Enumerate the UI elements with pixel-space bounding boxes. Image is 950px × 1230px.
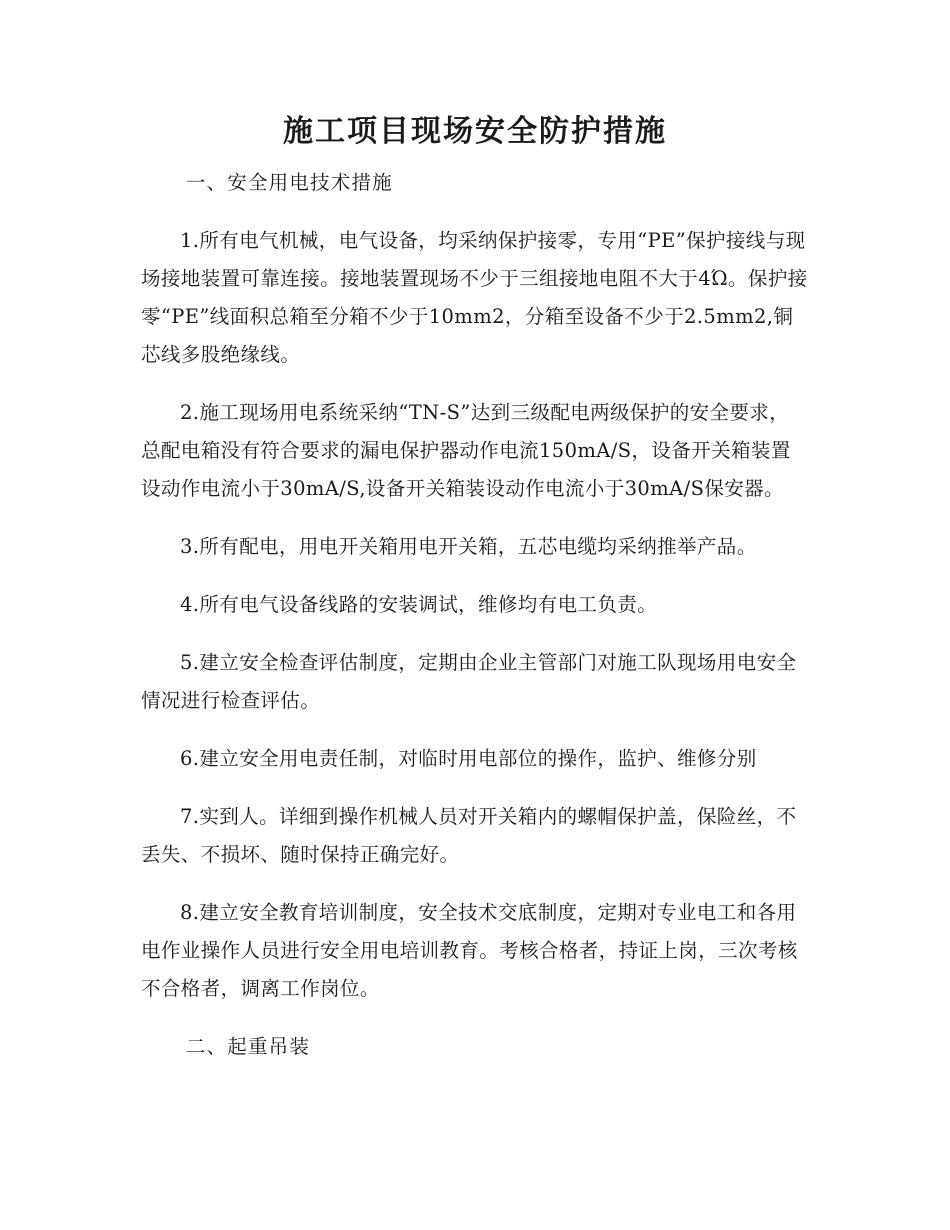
page-title: 施工项目现场安全防护措施 [283, 114, 667, 149]
paragraph-8: 8.建立安全教育培训制度，安全技术交底制度，定期对专业电工和各用电作业操作人员进行安全用电培训教育。考核合格者，持证上岗，三次考核不合格者，调离工作岗位。 [141, 901, 798, 1000]
section-heading-lifting: 二、起重吊装 [185, 1035, 311, 1058]
section-heading-electrical: 一、安全用电技术措施 [185, 171, 393, 194]
paragraph-7: 7.实到人。详细到操作机械人员对开关箱内的螺帽保护盖，保险丝，不丢失、不损坏、随时保持正确完好。 [141, 805, 797, 866]
paragraph-3: 3.所有配电，用电开关箱用电开关箱，五芯电缆均采纳推举产品。 [180, 535, 757, 558]
paragraph-5: 5.建立安全检查评估制度，定期由企业主管部门对施工队现场用电安全情况进行检查评估。 [141, 651, 797, 712]
paragraph-6: 6.建立安全用电责任制，对临时用电部位的操作，监护、维修分别 [180, 747, 757, 770]
document-body [141, 164, 809, 1066]
paragraph-2: 2.施工现场用电系统采纳“TN-S”达到三级配电两级保护的安全要求，总配电箱没有符合要求的漏电保护器动作电流150mA/S，设备开关箱装置设动作电流小于30mA/S,设备开关箱装设动作电流小于30mA/S保安器。 [141, 401, 791, 500]
paragraph-1: 1.所有电气机械，电气设备，均采纳保护接零，专用“PE”保护接线与现场接地装置可靠连接。接地装置现场不少于三组接地电阻不大于4Ώ。保护接零“PE”线面积总箱至分箱不少于10mm2，分箱至设备不少于2.5mm2,铜芯线多股绝缘线。 [141, 229, 808, 366]
paragraph-4: 4.所有电气设备线路的安装调试，维修均有电工负责。 [180, 593, 658, 616]
